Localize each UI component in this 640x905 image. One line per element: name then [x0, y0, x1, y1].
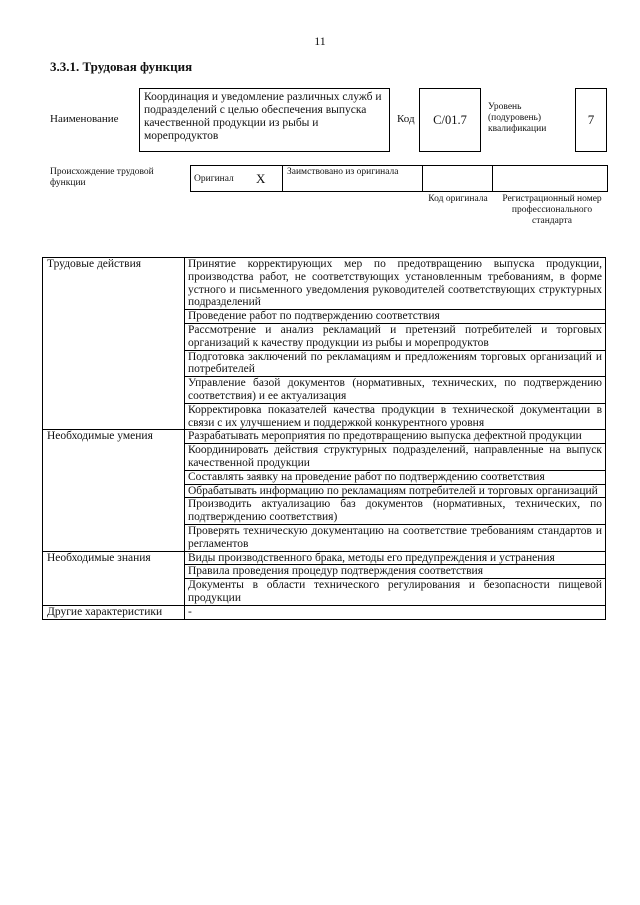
table-row [43, 605, 606, 619]
table-row [43, 430, 606, 444]
section-item: Обрабатывать информацию по рекламациям потребителей и торговых организаций [185, 484, 606, 498]
section-title: 3.3.1. Трудовая функция [50, 59, 193, 74]
section-item: Рассмотрение и анализ рекламаций и претензий потребителей и торговых организаций к качеству продукции из рыбы и морепродуктов [185, 323, 606, 350]
section-item: - [185, 605, 606, 619]
section-item: Управление базой документов (нормативных, технических, по подтверждению соответствия) и ее актуализация [185, 377, 606, 404]
section-heading: Трудовые действия [43, 258, 185, 430]
original-mark: X [256, 171, 266, 186]
borrowed-label: Заимствовано из оригинала [287, 167, 399, 177]
section-heading: Необходимые знания [43, 551, 185, 605]
table-row [43, 258, 606, 310]
code-original-label: Код оригинала [428, 194, 488, 204]
code-value: C/01.7 [433, 112, 467, 127]
section-item: Подготовка заключений по рекламациям и предложениям торговых организаций и потребителей [185, 350, 606, 377]
level-label: Уровень (подуровень) квалификации [488, 102, 547, 134]
page-number: 11 [314, 34, 326, 48]
level-value: 7 [587, 112, 595, 127]
section-item: Проведение работ по подтверждению соответствия [185, 310, 606, 324]
origin-divider-b [492, 165, 493, 192]
section-item: Документы в области технического регулирования и безопасности пищевой продукции [185, 579, 606, 606]
section-item: Координировать действия структурных подразделений, направленные на выпуск качественной продукции [185, 444, 606, 471]
table-row [43, 551, 606, 565]
section-item: Виды производственного брака, методы его предупреждения и устранения [185, 551, 606, 565]
level-value-box [575, 88, 607, 152]
section-item: Проверять техническую документацию на соответствие требованиям стандартов и регламентов [185, 524, 606, 551]
section-heading: Другие характеристики [43, 605, 185, 619]
section-heading: Необходимые умения [43, 430, 185, 551]
reg-number-label: Регистрационный номер профессионального стандарта [502, 194, 602, 226]
original-label: Оригинал [194, 174, 234, 184]
name-label: Наименование [50, 113, 119, 125]
origin-label: Происхождение трудовой функции [50, 167, 154, 188]
code-label: Код [397, 113, 415, 125]
section-item: Разрабатывать мероприятия по предотвращению выпуска дефектной продукции [185, 430, 606, 444]
code-value-box [419, 88, 481, 152]
section-item: Корректировка показателей качества продукции в технической документации в связи с их улучшением и поддержкой конкурентного уровня [185, 403, 606, 430]
section-item: Правила проведения процедур подтверждения соответствия [185, 565, 606, 579]
name-value: Координация и уведомление различных служб и подразделений с целью обеспечения выпуска качественной продукции из рыбы и морепродуктов [144, 91, 382, 142]
function-table [42, 257, 606, 620]
section-item: Производить актуализацию баз документов (нормативных, технических, по подтверждению соответствия) [185, 498, 606, 525]
name-value-box [139, 88, 390, 152]
section-item: Составлять заявку на проведение работ по подтверждению соответствия [185, 470, 606, 484]
section-item: Принятие корректирующих мер по предотвращению выпуска продукции, производства работ, не соответствующих установленным требованиям, в форме устного и письменного уведомления руководителей соответствующих структурных подразделений [185, 258, 606, 310]
